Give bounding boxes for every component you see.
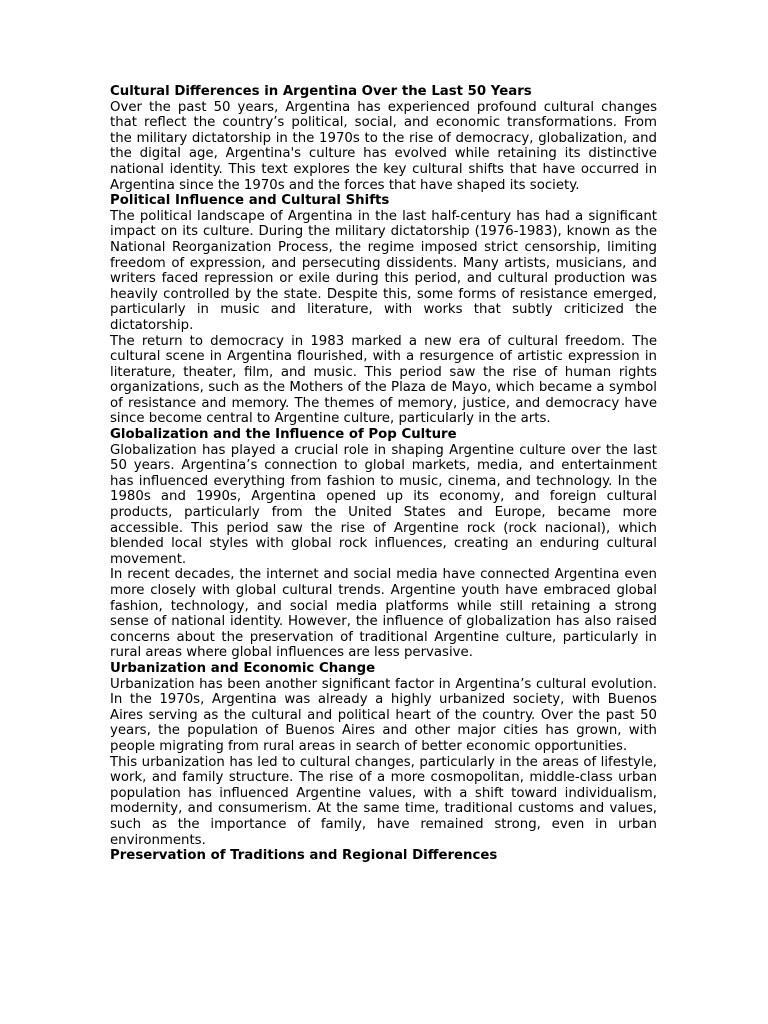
intro-paragraph: Over the past 50 years, Argentina has experienced profound cultural changes that reflect the country’s political, social, and economic transformations. From the military dictatorship in the 1970s to the rise of democracy, globalization, and the digital age, Argentina's culture has evolved while retaining its distinctive national identity. This text explores the key cultural shifts that have occurred in Argentina since the 1970s and the forces that have shaped its society. (110, 99, 657, 193)
section-heading-urbanization: Urbanization and Economic Change (110, 660, 376, 676)
section-heading-political: Political Influence and Cultural Shifts (110, 193, 390, 209)
political-paragraph-2: The return to democracy in 1983 marked a new era of cultural freedom. The cultural scene in Argentina flourished, with a resurgence of artistic expression in literature, theater, film, and music. This period saw the rise of human rights organizations, such as the Mothers of the Plaza de Mayo, which became a symbol of resistance and memory. The themes of memory, justice, and democracy have since become central to Argentine culture, particularly in the arts. (110, 333, 657, 427)
political-paragraph-1: The political landscape of Argentina in the last half-century has had a significant impact on its culture. During the military dictatorship (1976-1983), known as the National Reorganization Process, the regime imposed strict censorship, limiting freedom of expression, and persecuting dissidents. Many artists, musicians, and writers faced repression or exile during this period, and cultural production was heavily controlled by the state. Despite this, some forms of resistance emerged, particularly in music and literature, with works that subtly criticized the dictatorship. (110, 208, 657, 333)
globalization-paragraph-1: Globalization has played a crucial role in shaping Argentine culture over the last 50 years. Argentina’s connection to global markets, media, and entertainment has influenced everything from fashion to music, cinema, and technology. In the 1980s and 1990s, Argentina opened up its economy, and foreign cultural products, particularly from the United States and Europe, became more accessible. This period saw the rise of Argentine rock (rock nacional), which blended local styles with global rock influences, creating an enduring cultural movement. (110, 442, 657, 567)
document-page (110, 84, 657, 864)
section-heading-globalization: Globalization and the Influence of Pop Culture (110, 427, 457, 443)
document-title: Cultural Differences in Argentina Over the Last 50 Years (110, 84, 532, 99)
section-heading-traditions: Preservation of Traditions and Regional Differences (110, 848, 498, 864)
urbanization-paragraph-2: This urbanization has led to cultural changes, particularly in the areas of lifestyle, work, and family structure. The rise of a more cosmopolitan, middle-class urban population has influenced Argentine values, with a shift toward individualism, modernity, and consumerism. At the same time, traditional customs and values, such as the importance of family, have remained strong, even in urban environments. (110, 754, 657, 848)
urbanization-paragraph-1: Urbanization has been another significant factor in Argentina’s cultural evolution. In the 1970s, Argentina was already a highly urbanized society, with Buenos Aires serving as the cultural and political heart of the country. Over the past 50 years, the population of Buenos Aires and other major cities has grown, with people migrating from rural areas in search of better economic opportunities. (110, 676, 657, 754)
globalization-paragraph-2: In recent decades, the internet and social media have connected Argentina even more closely with global cultural trends. Argentine youth have embraced global fashion, technology, and social media platforms while still retaining a strong sense of national identity. However, the influence of globalization has also raised concerns about the preservation of traditional Argentine culture, particularly in rural areas where global influences are less pervasive. (110, 567, 657, 661)
